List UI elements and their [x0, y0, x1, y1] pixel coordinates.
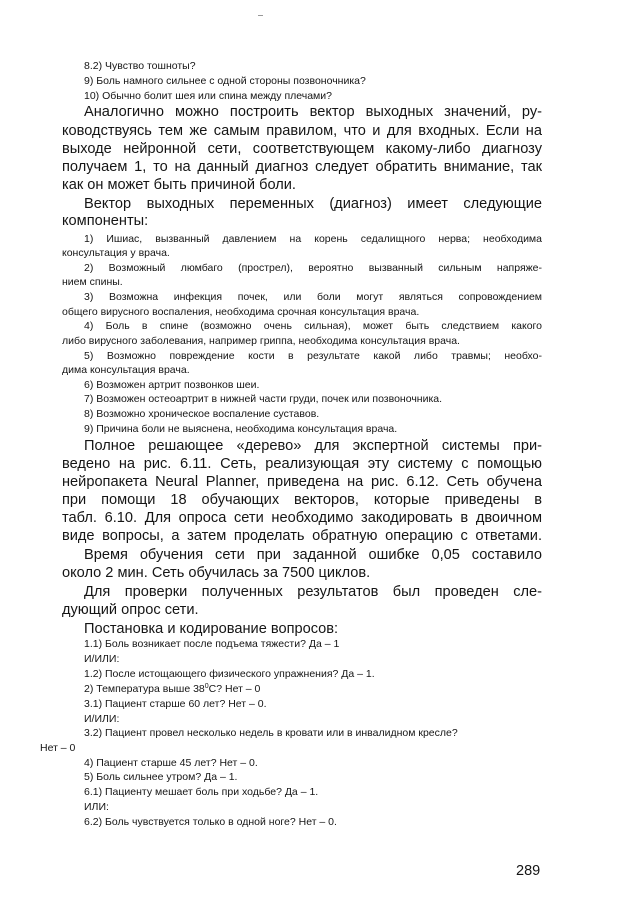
para1-line4: получаем 1, то на данный диагноз следует обратить внимание, так [62, 159, 542, 175]
question-6-2: 6.2) Боль чувствуется только в одной ноге? Нет – 0. [84, 816, 337, 828]
para1-line5: как он может быть причиной боли. [62, 177, 296, 193]
component-8: 8) Возможно хроническое воспаление суставов. [84, 408, 320, 420]
para4-line1: Время обучения сети при заданной ошибке 0,05 составило [84, 547, 542, 563]
component-9: 9) Причина боли не выяснена, необходима консультация врача. [84, 423, 398, 435]
question-4: 4) Пациент старше 45 лет? Нет – 0. [84, 757, 258, 769]
para3-line1: Полное решающее «дерево» для экспертной системы при- [84, 438, 542, 454]
question-9: 9) Боль намного сильнее с одной стороны позвоночника? [84, 75, 366, 87]
question-2-text-b: С? Нет – 0 [208, 683, 261, 695]
component-4-line1: 4) Боль в спине (возможно очень сильная), может быть следствием какого [84, 320, 542, 332]
para3-line5: табл. 6.10. Для опроса сети необходимо закодировать в двоичном [62, 510, 542, 526]
question-2-text-a: 2) Температура выше 38 [84, 683, 205, 695]
question-1-2: 1.2) После истощающего физического упражнения? Да – 1. [84, 668, 375, 680]
questions-heading: Постановка и кодирование вопросов: [84, 621, 339, 637]
question-3-2: 3.2) Пациент провел несколько недель в кровати или в инвалидном кресле? [84, 727, 458, 739]
component-5-line2: дима консультация врача. [62, 364, 190, 376]
component-1-line1: 1) Ишиас, вызванный давлением на корень седалищного нерва; необходима [84, 233, 542, 245]
question-3-2-answer: Нет – 0 [40, 742, 76, 754]
question-6-1: 6.1) Пациенту мешает боль при ходьбе? Да – 1. [84, 786, 319, 798]
scan-mark [258, 15, 263, 16]
component-3-line2: общего вирусного воспаления, необходима срочная консультация врача. [62, 306, 420, 318]
question-5: 5) Боль сильнее утром? Да – 1. [84, 771, 238, 783]
question-2 [84, 682, 260, 696]
para3-line3: нейропакета Neural Planner, приведена на рис. 6.12. Сеть обучена [62, 474, 542, 490]
degree-superscript: 0 [204, 683, 209, 690]
component-2-line2: нием спины. [62, 276, 123, 288]
question-8-2: 8.2) Чувство тошноты? [84, 60, 196, 72]
operator-and-or-1: И/ИЛИ: [84, 653, 120, 665]
para3-line2: ведено на рис. 6.11. Сеть, реализующая эту систему с помощью [62, 456, 542, 472]
para2-line1: Вектор выходных переменных (диагноз) имеет следующие [84, 196, 542, 212]
component-7: 7) Возможен остеоартрит в нижней части груди, почек или позвоночника. [84, 393, 443, 405]
operator-and-or-2: И/ИЛИ: [84, 713, 120, 725]
component-5-line1: 5) Возможно повреждение кости в результате какой либо травмы; необхо- [84, 350, 542, 362]
component-4-line2: либо вирусного заболевания, например гриппа, необходима консультация врача. [62, 335, 460, 347]
question-1-1: 1.1) Боль возникает после подъема тяжести? Да – 1 [84, 638, 340, 650]
para5-line2: дующий опрос сети. [62, 602, 199, 618]
para2-line2: компоненты: [62, 213, 149, 229]
para1-line3: выходе нейронной сети, соответствующем какому-либо диагнозу [62, 141, 542, 157]
para3-line6: виде вопросы, а затем проделать обратную операцию с ответами. [62, 528, 542, 544]
para3-line4: при помощи 18 обучающих векторов, которые приведены в [62, 492, 542, 508]
page-number: 289 [516, 863, 541, 879]
para5-line1: Для проверки полученных результатов был проведен сле- [84, 584, 542, 600]
question-10: 10) Обычно болит шея или спина между плечами? [84, 90, 332, 102]
operator-or: ИЛИ: [84, 801, 109, 813]
para1-line2: ководствуясь тем же самым правилом, что и для входных. Если на [62, 123, 542, 139]
para4-line2: около 2 мин. Сеть обучилась за 7500 циклов. [62, 565, 371, 581]
para1-line1: Аналогично можно построить вектор выходных значений, ру- [84, 104, 542, 120]
question-3-1: 3.1) Пациент старше 60 лет? Нет – 0. [84, 698, 267, 710]
component-2-line1: 2) Возможный люмбаго (прострел), вероятно вызванный сильным напряже- [84, 262, 542, 274]
component-3-line1: 3) Возможна инфекция почек, или боли могут являться сопровождением [84, 291, 542, 303]
component-1-line2: консультация у врача. [62, 247, 170, 259]
component-6: 6) Возможен артрит позвонков шеи. [84, 379, 260, 391]
